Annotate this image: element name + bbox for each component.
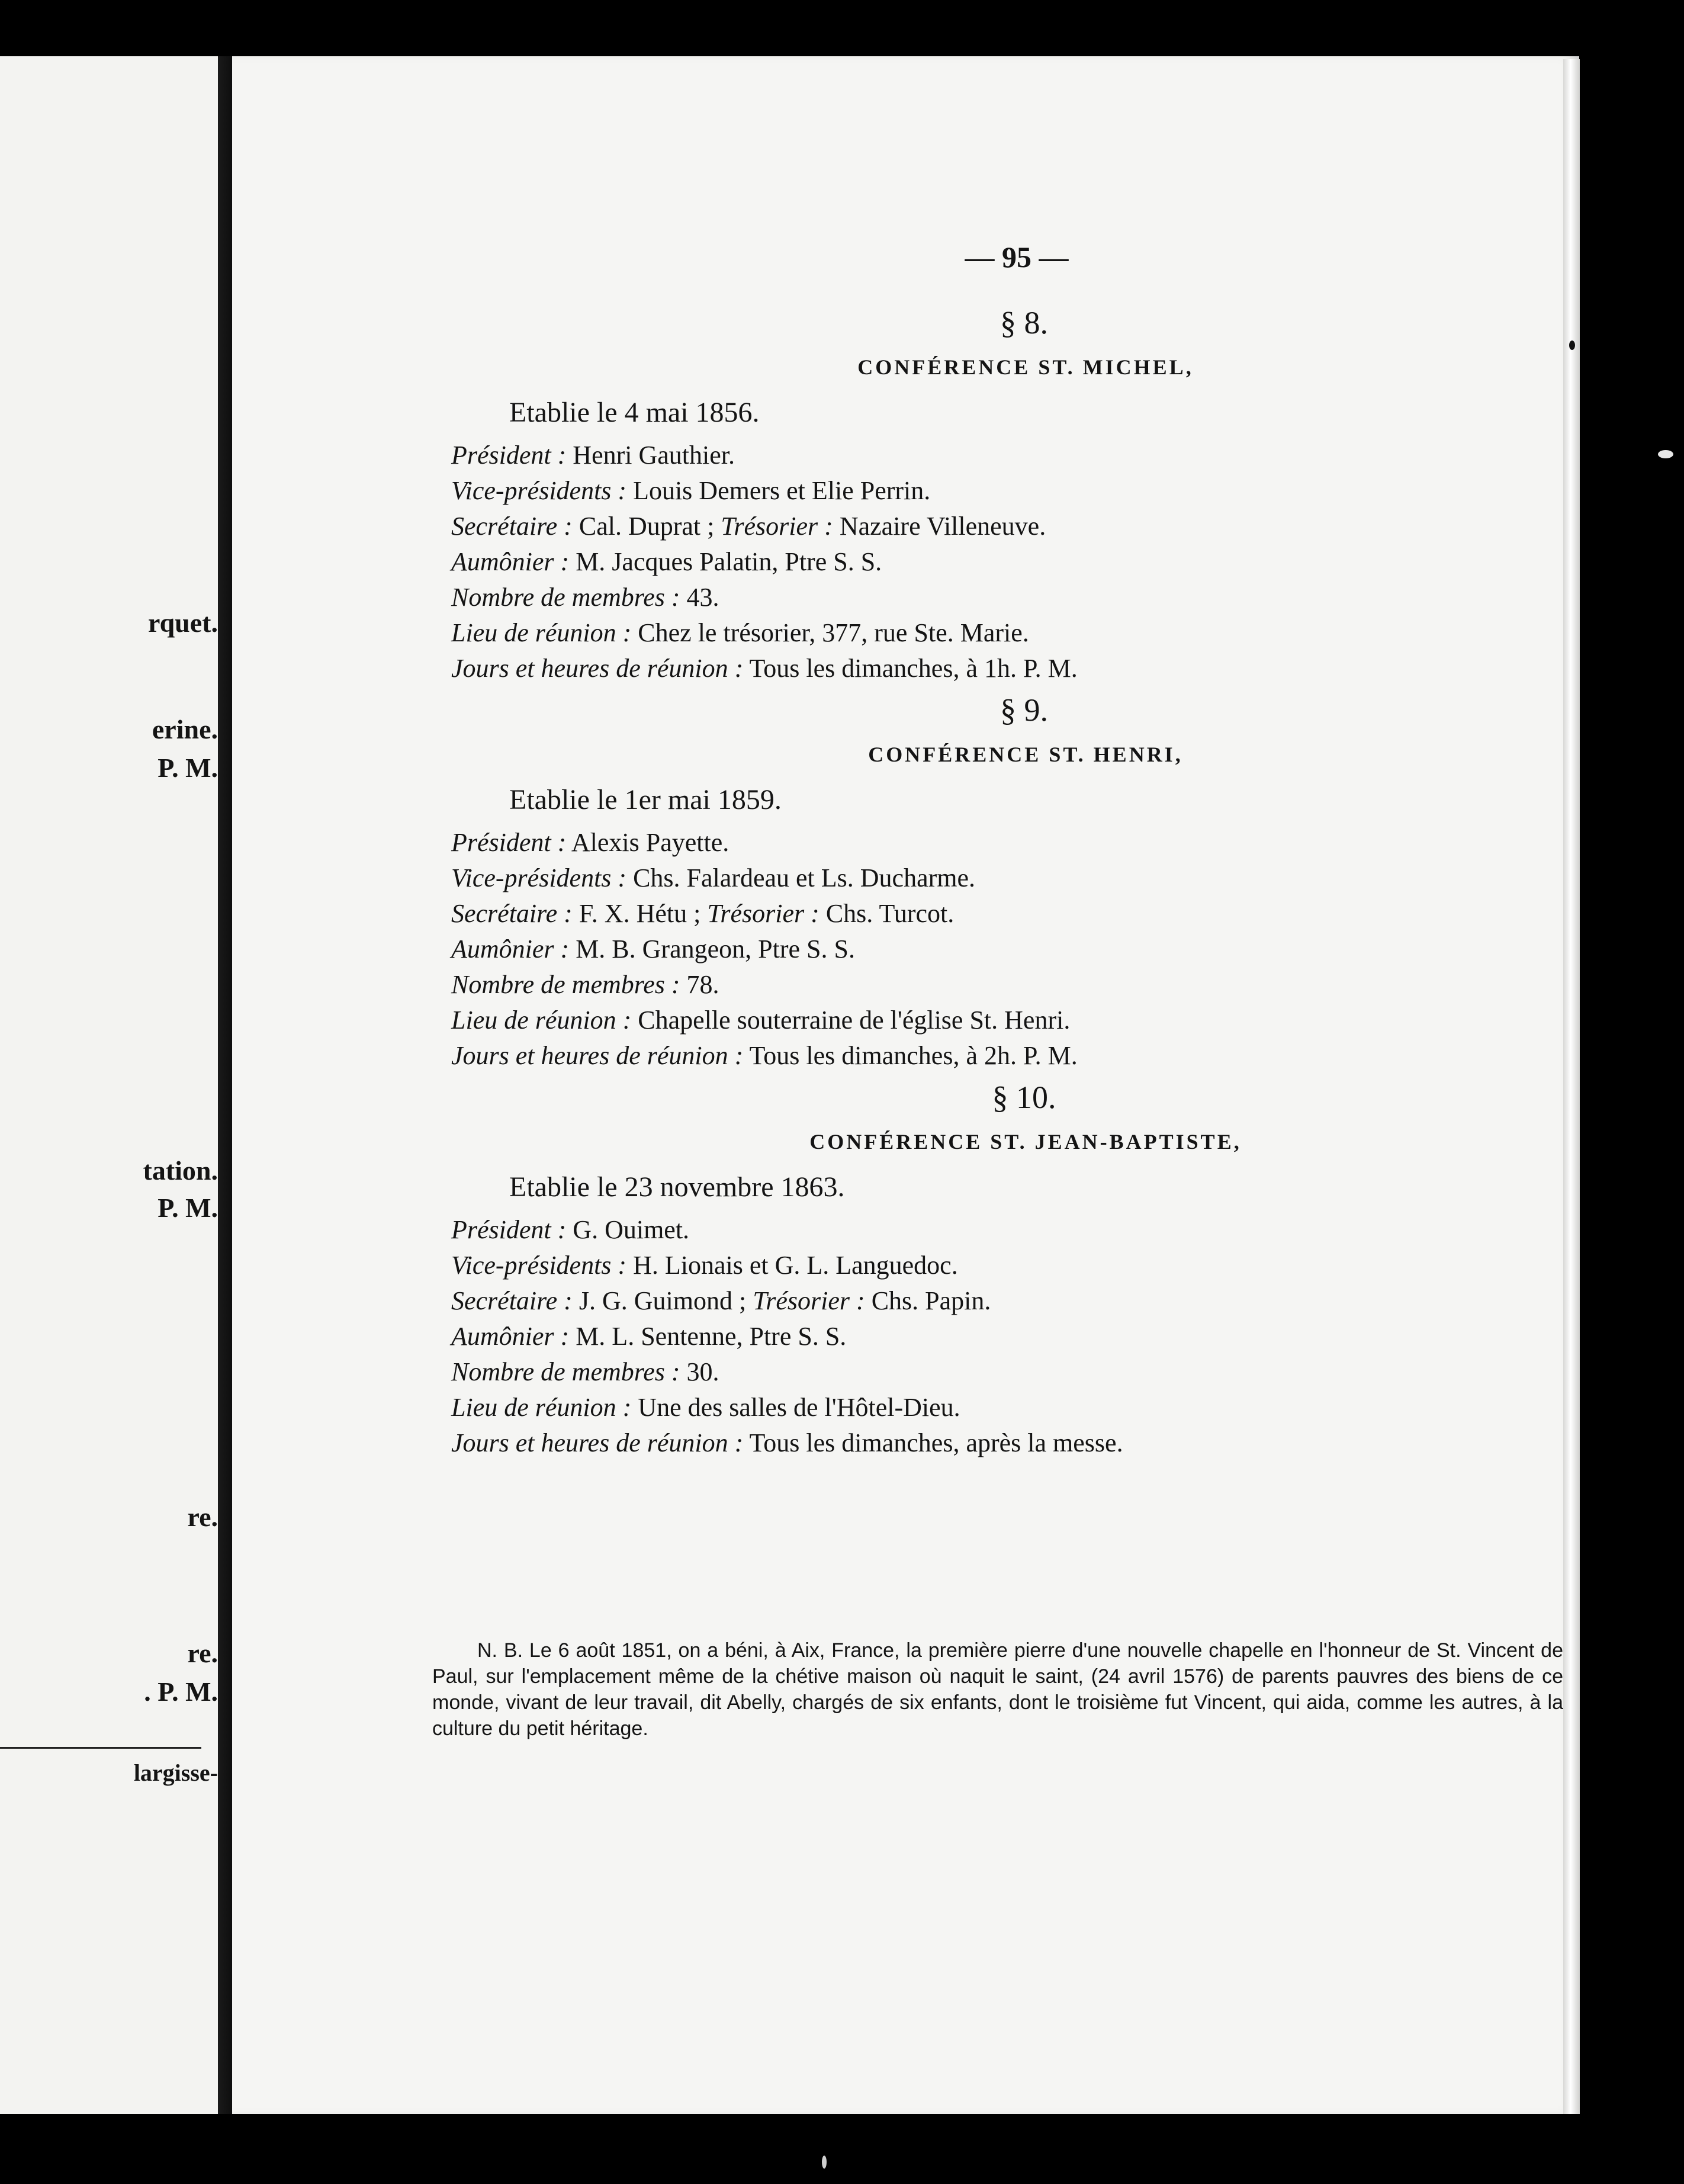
- section-mark: § 10.: [992, 1080, 1056, 1115]
- field-value: Louis Demers et Elie Perrin.: [633, 476, 931, 505]
- info-row: [451, 580, 1570, 615]
- field-value: Une des salles de l'Hôtel-Dieu.: [638, 1393, 960, 1422]
- field-value: F. X. Hétu ;: [579, 899, 701, 928]
- info-row: [451, 896, 1570, 932]
- established-date: Etablie le 1er mai 1859.: [509, 784, 782, 815]
- field-label: Secrétaire :: [451, 1286, 573, 1315]
- field-value: Chez le trésorier, 377, rue Ste. Marie.: [638, 618, 1029, 647]
- left-page-fragment: erine.: [152, 714, 218, 744]
- field-label: Vice-présidents :: [451, 863, 627, 892]
- field-label: Secrétaire :: [451, 899, 573, 928]
- field-value: M. B. Grangeon, Ptre S. S.: [576, 934, 855, 963]
- field-value: Tous les dimanches, à 1h. P. M.: [749, 654, 1078, 683]
- field-value: Nazaire Villeneuve.: [839, 512, 1046, 541]
- field-label: Secrétaire :: [451, 512, 573, 541]
- info-row: [451, 544, 1570, 580]
- left-page-fragment: tation.: [143, 1155, 218, 1186]
- field-label: Nombre de membres :: [451, 1357, 680, 1386]
- left-page-fragment: re.: [187, 1638, 218, 1668]
- field-label: Président :: [451, 1215, 567, 1244]
- left-page-rule: [0, 1747, 201, 1749]
- info-row: [451, 1425, 1570, 1461]
- field-label: Nombre de membres :: [451, 583, 680, 612]
- info-row: [451, 509, 1570, 544]
- field-value: M. Jacques Palatin, Ptre S. S.: [576, 547, 882, 576]
- field-label: Aumônier :: [451, 547, 570, 576]
- info-row: [451, 438, 1570, 473]
- section-mark: § 9.: [1000, 692, 1048, 728]
- field-label: Lieu de réunion :: [451, 1006, 632, 1035]
- field-label: Président :: [451, 828, 567, 857]
- sections-container: [451, 299, 1570, 1461]
- page-content: [451, 240, 1570, 1461]
- field-value: Cal. Duprat ;: [579, 512, 715, 541]
- info-row: [451, 615, 1570, 651]
- document-page: [232, 56, 1579, 2114]
- left-page-fragment: . P. M.: [144, 1676, 218, 1707]
- info-row: [451, 1354, 1570, 1390]
- field-value: M. L. Sentenne, Ptre S. S.: [576, 1322, 847, 1351]
- field-value: Chapelle souterraine de l'église St. Henri.: [638, 1006, 1071, 1035]
- field-value: G. Ouimet.: [573, 1215, 690, 1244]
- field-label: Nombre de membres :: [451, 970, 680, 999]
- info-row: [451, 1038, 1570, 1074]
- conference-section: [451, 1074, 1570, 1461]
- field-label: Vice-présidents :: [451, 1251, 627, 1280]
- field-label: Président :: [451, 441, 567, 470]
- left-page-fragment: largisse-: [133, 1759, 218, 1786]
- field-label: Aumônier :: [451, 934, 570, 963]
- page-stack-edge: [1563, 59, 1580, 2114]
- info-row: [451, 1212, 1570, 1248]
- field-label: Lieu de réunion :: [451, 1393, 632, 1422]
- conference-title: CONFÉRENCE ST. MICHEL,: [857, 355, 1194, 379]
- established-date: Etablie le 4 mai 1856.: [509, 397, 760, 428]
- established-date: Etablie le 23 novembre 1863.: [509, 1171, 845, 1203]
- conference-title: CONFÉRENCE ST. HENRI,: [868, 743, 1183, 766]
- section-mark: § 8.: [1000, 305, 1048, 341]
- info-row: [451, 1003, 1570, 1038]
- footnote: N. B. Le 6 août 1851, on a béni, à Aix, France, la première pierre d'une nouvelle chapelle en l'honneur de St. Vincent de Paul, sur l'emplacement même de la chétive maison où naquit le saint, (24 avril 1576) de parents pauvres des biens de ce monde, vivant de leur travail, dit Abelly, chargés de six enfants, dont le troisième fut Vincent, qui aida, comme les autres, à la culture du petit héritage.: [432, 1639, 1563, 1740]
- info-row: [451, 1248, 1570, 1283]
- conference-title: CONFÉRENCE ST. JEAN-BAPTISTE,: [809, 1130, 1242, 1154]
- field-label: Trésorier :: [721, 512, 833, 541]
- info-row: [451, 651, 1570, 686]
- field-value: Chs. Falardeau et Ls. Ducharme.: [633, 863, 976, 892]
- field-label: Jours et heures de réunion :: [451, 654, 744, 683]
- field-value: J. G. Guimond ;: [579, 1286, 747, 1315]
- field-value: Alexis Payette.: [571, 828, 729, 857]
- field-value: Tous les dimanches, après la messe.: [749, 1428, 1123, 1457]
- conference-section: [451, 299, 1570, 686]
- page-number: — 95 —: [965, 240, 1069, 274]
- conference-section: [451, 686, 1570, 1074]
- info-row: [451, 1319, 1570, 1354]
- field-value: Tous les dimanches, à 2h. P. M.: [749, 1041, 1078, 1070]
- field-value: 43.: [686, 583, 719, 612]
- left-page-fragment: rquet.: [148, 608, 218, 638]
- left-page-fragment: P. M.: [158, 753, 218, 783]
- field-value: 30.: [686, 1357, 719, 1386]
- field-value: Henri Gauthier.: [573, 441, 735, 470]
- field-value: 78.: [686, 970, 719, 999]
- field-label: Trésorier :: [753, 1286, 865, 1315]
- info-row: [451, 1283, 1570, 1319]
- field-label: Aumônier :: [451, 1322, 570, 1351]
- margin-speck: [822, 2156, 827, 2169]
- field-label: Trésorier :: [707, 899, 819, 928]
- field-value: Chs. Papin.: [871, 1286, 991, 1315]
- field-label: Vice-présidents :: [451, 476, 627, 505]
- info-row: [451, 860, 1570, 896]
- info-row: [451, 825, 1570, 860]
- info-row: [451, 932, 1570, 967]
- left-page-fragment: re.: [187, 1502, 218, 1532]
- field-label: Lieu de réunion :: [451, 618, 632, 647]
- left-facing-page: [0, 56, 218, 2114]
- info-row: [451, 967, 1570, 1003]
- info-row: [451, 473, 1570, 509]
- left-page-fragment: P. M.: [158, 1193, 218, 1223]
- margin-speck: [1569, 341, 1575, 350]
- field-value: Chs. Turcot.: [825, 899, 955, 928]
- margin-speck: [1658, 450, 1673, 458]
- info-row: [451, 1390, 1570, 1425]
- field-label: Jours et heures de réunion :: [451, 1041, 744, 1070]
- field-value: H. Lionais et G. L. Languedoc.: [633, 1251, 958, 1280]
- field-label: Jours et heures de réunion :: [451, 1428, 744, 1457]
